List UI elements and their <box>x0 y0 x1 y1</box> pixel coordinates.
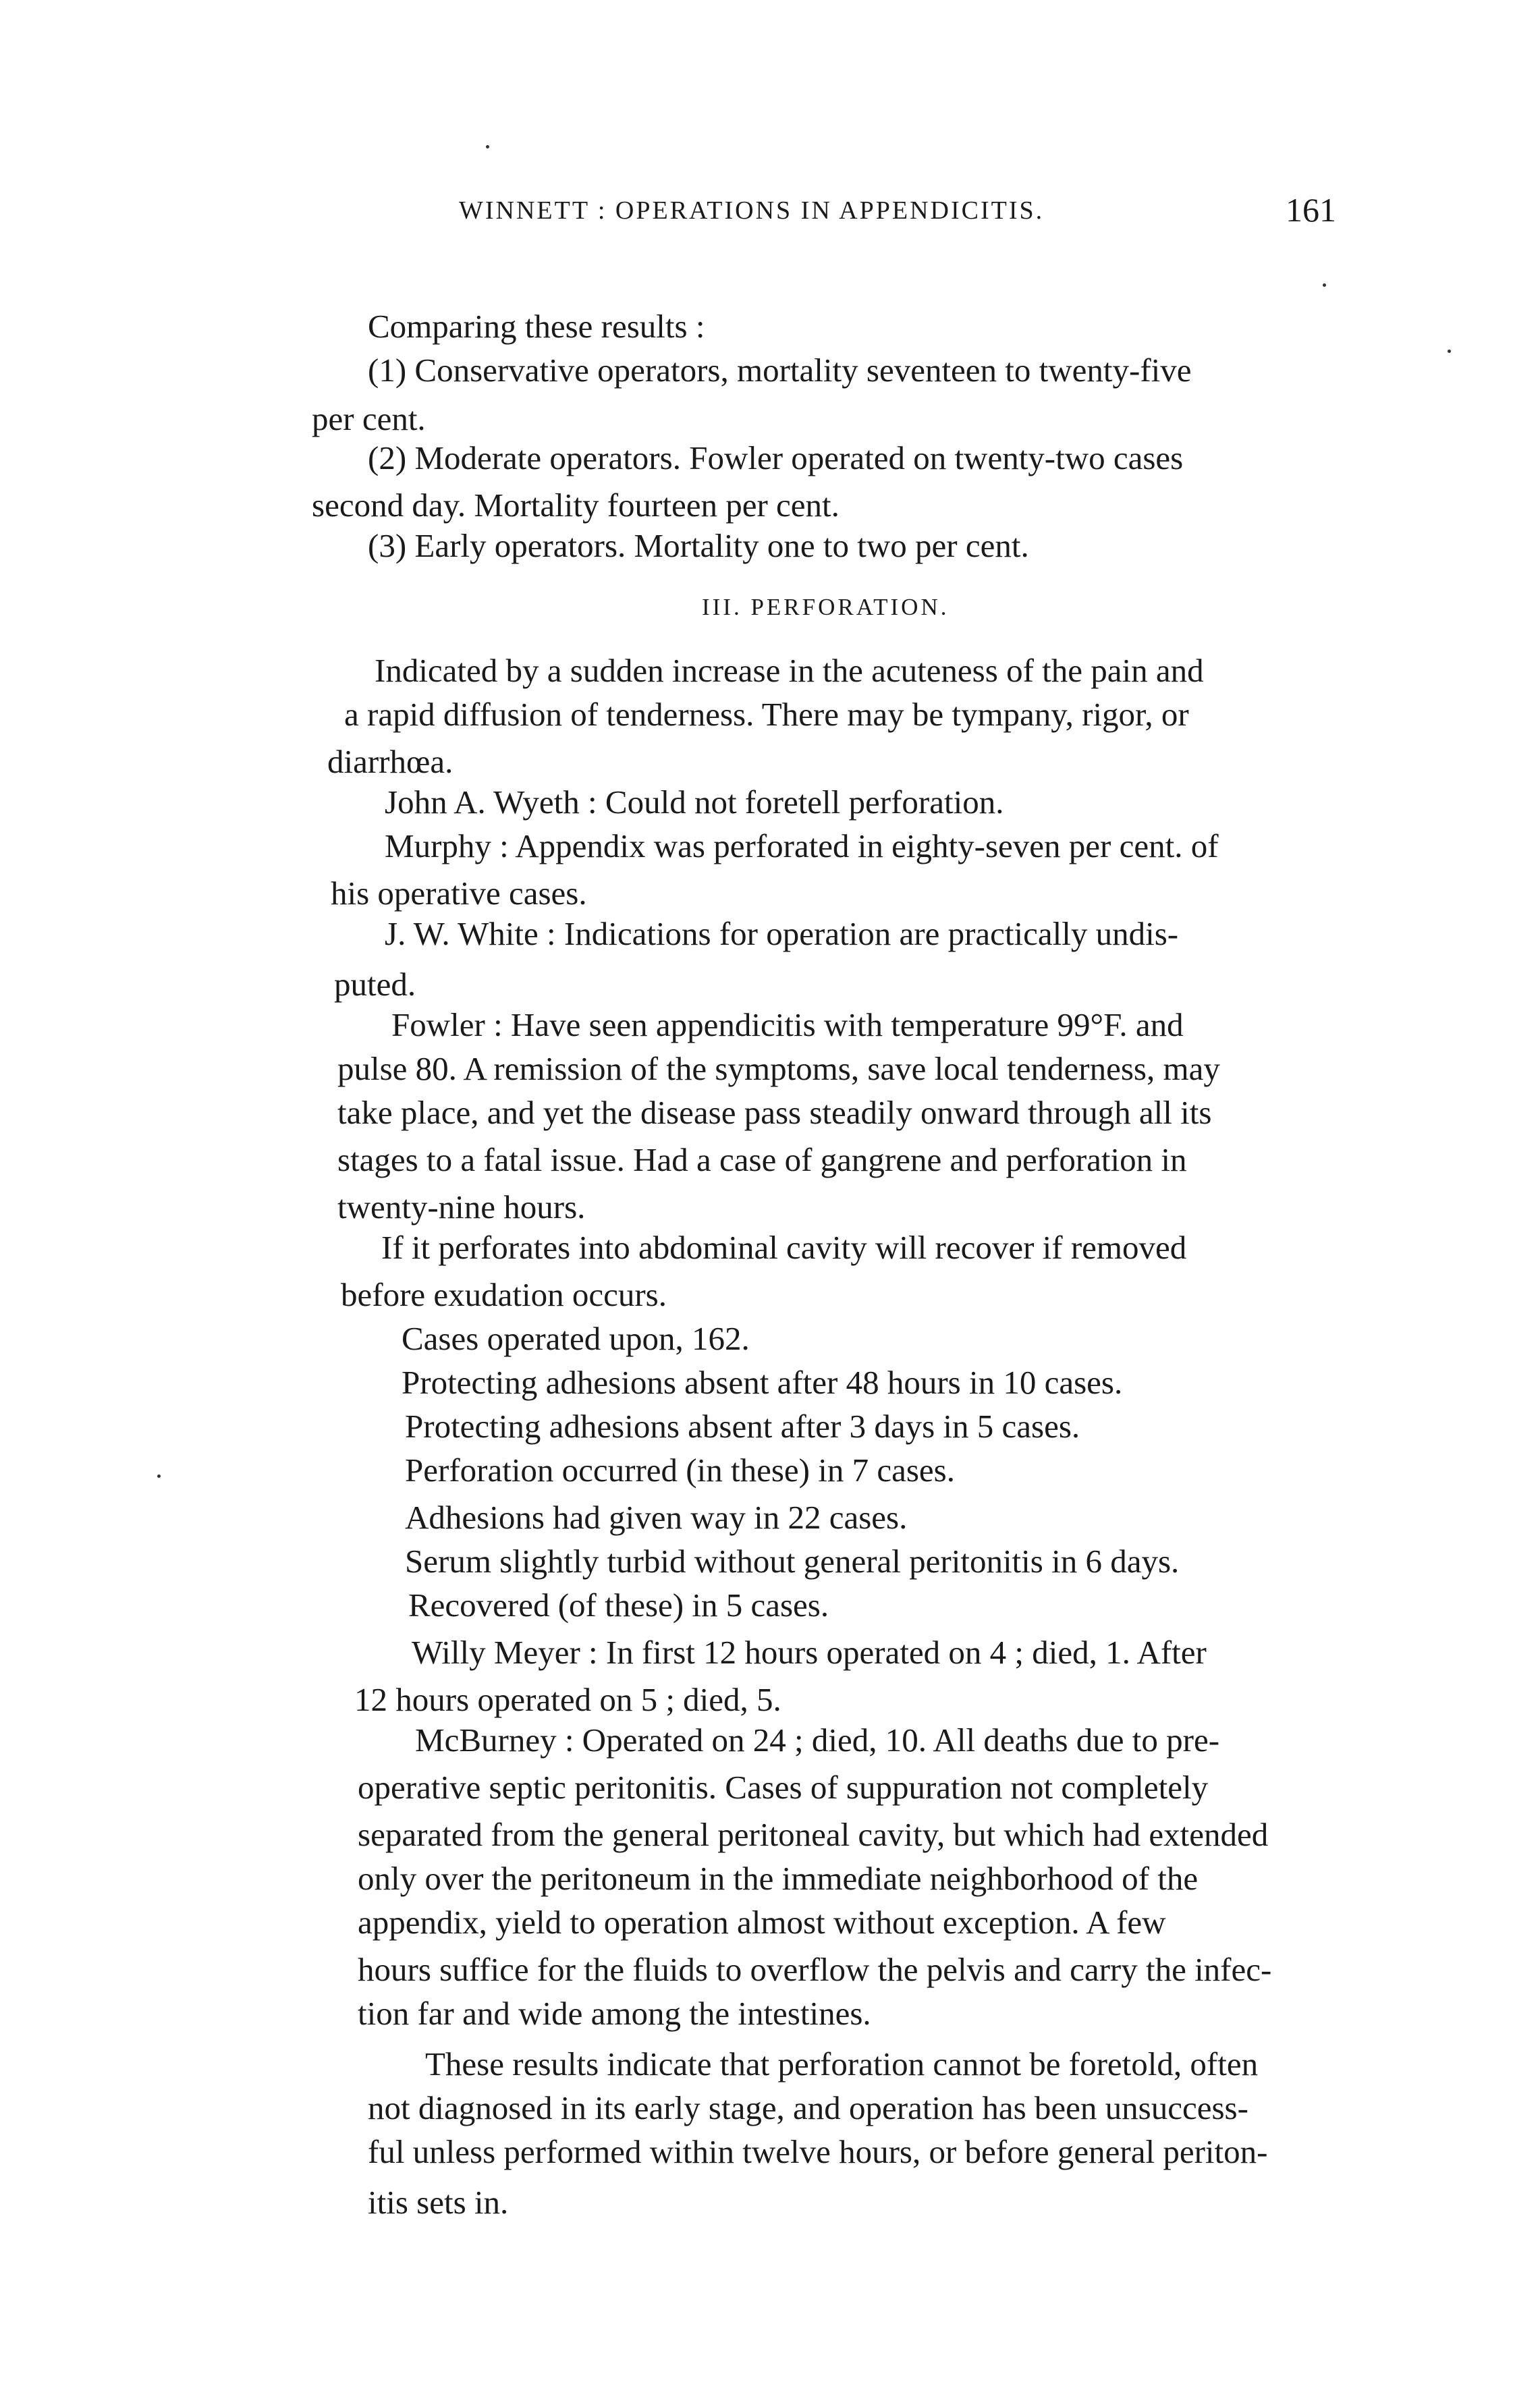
text-line: Protecting adhesions absent after 3 days in 5 cases. <box>405 1408 1080 1445</box>
text-line: puted. <box>334 966 416 1003</box>
text-line: not diagnosed in its early stage, and operation has been unsuccess- <box>368 2089 1248 2126</box>
speck-mark <box>157 1474 161 1478</box>
text-line: before exudation occurs. <box>341 1276 667 1313</box>
text-line: John A. Wyeth : Could not foretell perforation. <box>385 783 1004 821</box>
text-line: J. W. White : Indications for operation are practically undis- <box>385 915 1179 952</box>
text-line: separated from the general peritoneal cavity, but which had extended <box>358 1816 1269 1853</box>
text-line: Comparing these results : <box>368 308 705 345</box>
speck-mark <box>1448 350 1451 353</box>
text-line: If it perforates into abdominal cavity will recover if removed <box>381 1229 1187 1266</box>
text-line: ful unless performed within twelve hours, or before general periton- <box>368 2133 1268 2170</box>
text-line: Cases operated upon, 162. <box>402 1320 750 1357</box>
running-header: WINNETT : OPERATIONS IN APPENDICITIS. <box>459 196 1045 225</box>
text-line: (1) Conservative operators, mortality seventeen to twenty-five <box>368 352 1192 389</box>
text-line: Willy Meyer : In first 12 hours operated on 4 ; died, 1. After <box>412 1634 1207 1671</box>
text-line: his operative cases. <box>331 875 587 912</box>
text-line: per cent. <box>312 400 426 437</box>
text-line: These results indicate that perforation cannot be foretold, often <box>425 2045 1259 2083</box>
text-line: Protecting adhesions absent after 48 hours in 10 cases. <box>402 1364 1123 1401</box>
speck-mark <box>486 145 489 148</box>
text-line: Indicated by a sudden increase in the acuteness of the pain and <box>375 652 1204 689</box>
speck-mark <box>1323 283 1326 287</box>
text-line: Perforation occurred (in these) in 7 cases. <box>405 1452 955 1489</box>
text-line: Adhesions had given way in 22 cases. <box>405 1499 908 1536</box>
text-line: take place, and yet the disease pass steadily onward through all its <box>337 1094 1212 1131</box>
text-line: (3) Early operators. Mortality one to two per cent. <box>368 527 1029 564</box>
text-line: Fowler : Have seen appendicitis with temperature 99°F. and <box>391 1006 1184 1043</box>
page-number: 161 <box>1286 191 1336 229</box>
text-line: Murphy : Appendix was perforated in eighty-seven per cent. of <box>385 827 1219 864</box>
text-line: itis sets in. <box>368 2184 509 2221</box>
text-line: McBurney : Operated on 24 ; died, 10. All deaths due to pre- <box>415 1721 1220 1759</box>
text-line: second day. Mortality fourteen per cent. <box>312 487 840 524</box>
text-line: stages to a fatal issue. Had a case of gangrene and perforation in <box>337 1141 1187 1178</box>
text-line: (2) Moderate operators. Fowler operated on twenty-two cases <box>368 439 1184 476</box>
text-line: pulse 80. A remission of the symptoms, save local tenderness, may <box>337 1050 1220 1087</box>
text-line: only over the peritoneum in the immediate neighborhood of the <box>358 1860 1199 1897</box>
text-line: 12 hours operated on 5 ; died, 5. <box>354 1681 781 1718</box>
text-line: Serum slightly turbid without general peritonitis in 6 days. <box>405 1543 1180 1580</box>
text-line: operative septic peritonitis. Cases of suppuration not completely <box>358 1769 1209 1806</box>
text-line: tion far and wide among the intestines. <box>358 1995 871 2032</box>
text-line: diarrhœa. <box>327 743 453 780</box>
text-line: a rapid diffusion of tenderness. There may be tympany, rigor, or <box>344 696 1189 733</box>
text-line: hours suffice for the fluids to overflow the pelvis and carry the infec- <box>358 1951 1272 1988</box>
text-line: twenty-nine hours. <box>337 1188 586 1225</box>
text-line: Recovered (of these) in 5 cases. <box>408 1587 829 1624</box>
text-line: appendix, yield to operation almost without exception. A few <box>358 1904 1166 1941</box>
section-heading: III. PERFORATION. <box>702 594 950 620</box>
